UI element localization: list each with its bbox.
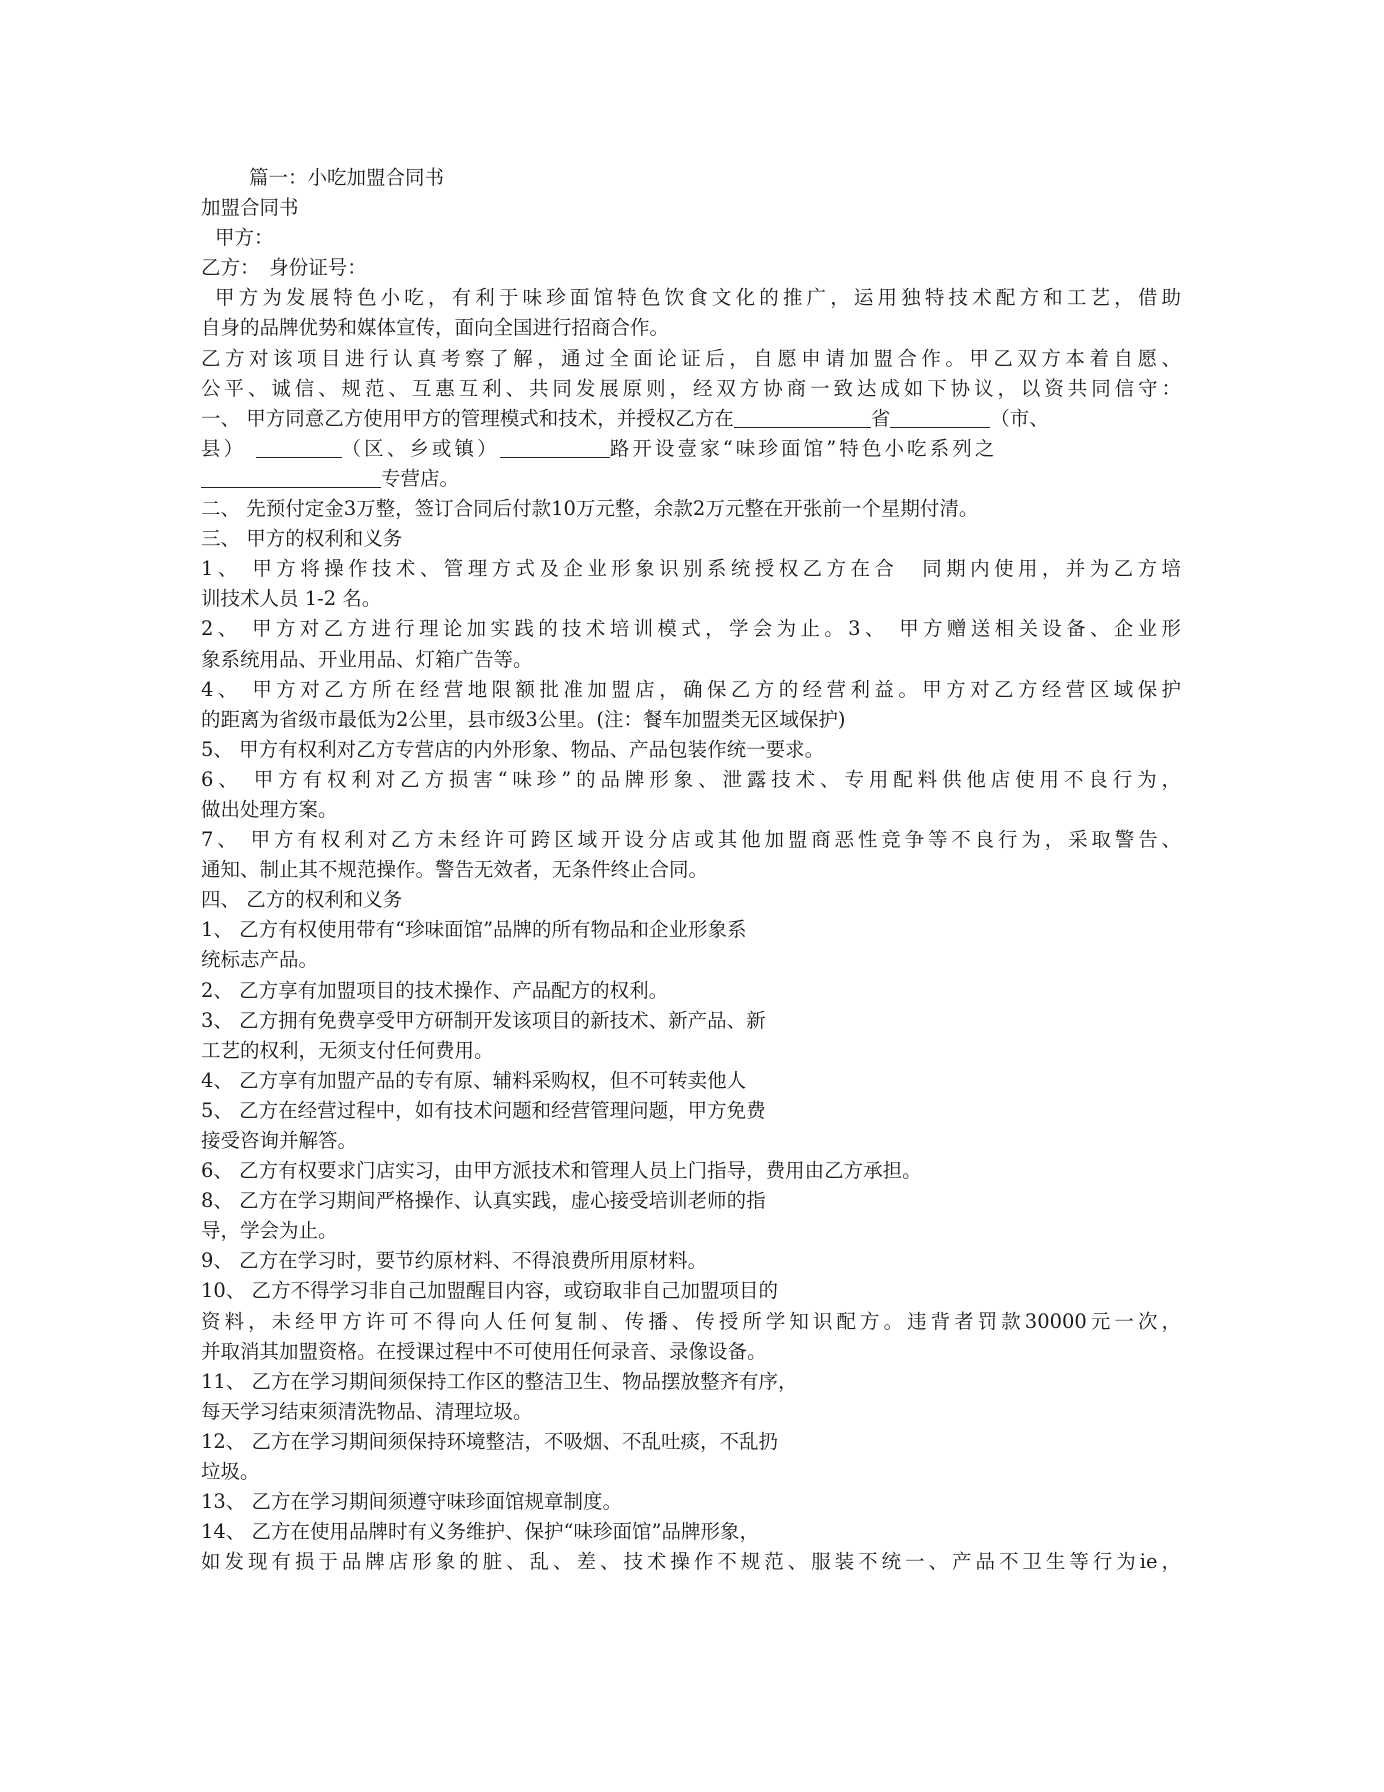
section-4-line: 10、 乙方不得学习非自己加盟醒目内容，或窃取非自己加盟项目的 (201, 1279, 779, 1303)
party-a-line: 甲方： (215, 226, 274, 250)
road-blank (500, 438, 610, 458)
section-4-line: 11、 乙方在学习期间须保持工作区的整洁卫生、物品摆放整齐有序， (201, 1369, 798, 1393)
section-4-line: 6、 乙方有权要求门店实习，由甲方派技术和管理人员上门指导，费用由乙方承担。 (201, 1159, 922, 1183)
section-4-list (201, 915, 1181, 1577)
store-type-blank (201, 468, 381, 488)
section-4-line: 3、 乙方拥有免费享受甲方研制开发该项目的新技术、新产品、新 (201, 1008, 766, 1032)
section-4-line: 接受咨询并解答。 (201, 1129, 358, 1152)
section-4-line: 统标志产品。 (201, 948, 319, 972)
section-3-line: 通知、制止其不规范操作。警告无效者，无条件终止合同。 (201, 858, 709, 882)
section-3-line: 7、 甲方有权利对乙方未经许可跨区域开设分店或其他加盟商恶性竞争等不良行为，采取警告、 (201, 828, 1181, 852)
clause-1-line-1 (201, 404, 1181, 434)
section-4-line: 5、 乙方在经营过程中，如有技术问题和经营管理问题，甲方免费 (201, 1098, 766, 1122)
contract-text (201, 163, 1181, 1577)
section-4-line: 每天学习结束须清洗物品、清理垃圾。 (201, 1399, 533, 1423)
document-title: 加盟合同书 (201, 196, 299, 220)
intro-line-2: 自身的品牌优势和媒体宣传，面向全国进行招商合作。 (201, 316, 670, 340)
section-3-title: 三、 甲方的权利和义务 (201, 527, 403, 551)
intro-line-1: 甲方为发展特色小吃，有利于味珍面馆特色饮食文化的推广，运用独特技术配方和工艺，借助 (215, 286, 1181, 310)
section-3-line: 6、 甲方有权利对乙方损害“味珍”的品牌形象、泄露技术、专用配料供他店使用不良行为， (201, 767, 1181, 791)
section-4-line: 2、 乙方享有加盟项目的技术操作、产品配方的权利。 (201, 978, 669, 1002)
intro-line-4: 公平、诚信、规范、互惠互利、共同发展原则，经双方协商一致达成如下协议，以资共同信守： (201, 376, 1181, 400)
section-3-line: 训技术人员 1-2 名。 (201, 587, 382, 611)
clause-1-text: 一、 甲方同意乙方使用甲方的管理模式和技术，并授权乙方在 (201, 406, 734, 430)
section-3-line: 象系统用品、开业用品、灯箱广告等。 (201, 647, 533, 671)
document-heading: 篇一：小吃加盟合同书 (249, 166, 445, 189)
county-label: 县） (201, 436, 247, 460)
section-4-line: 并取消其加盟资格。在授课过程中不可使用任何录音、录像设备。 (201, 1339, 767, 1363)
store-suffix: 专营店。 (381, 466, 460, 490)
district-blank (256, 438, 342, 458)
clause-1-line-3 (201, 464, 1181, 494)
section-4-line: 8、 乙方在学习期间严格操作、认真实践，虚心接受培训老师的指 (201, 1189, 766, 1213)
section-4-line: 工艺的权利，无须支付任何费用。 (201, 1038, 494, 1062)
store-name-text: 路开设壹家“味珍面馆”特色小吃系列之 (609, 436, 998, 460)
section-4-line: 14、 乙方在使用品牌时有义务维护、保护“味珍面馆”品牌形象， (201, 1520, 759, 1544)
clause-1-line-2 (201, 434, 1181, 464)
section-4-line: 如发现有损于品牌店形象的脏、乱、差、技术操作不规范、服装不统一、产品不卫生等行为ie， (201, 1550, 1181, 1574)
section-3-line: 4、 甲方对乙方所在经营地限额批准加盟店，确保乙方的经营利益。甲方对乙方经营区域保护 (201, 677, 1181, 701)
section-3-line: 的距离为省级市最低为2公里，县市级3公里。(注：餐车加盟类无区域保护) (201, 707, 846, 731)
section-4-line: 1、 乙方有权使用带有“珍味面馆”品牌的所有物品和企业形象系 (201, 918, 747, 942)
section-4-line: 9、 乙方在学习时，要节约原材料、不得浪费所用原材料。 (201, 1249, 708, 1273)
city-blank (890, 408, 990, 428)
section-3-line: 1、 甲方将操作技术、管理方式及企业形象识别系统授权乙方在合 同期内使用，并为乙方培 (201, 557, 1181, 581)
section-4-line: 13、 乙方在学习期间须遵守味珍面馆规章制度。 (201, 1490, 623, 1514)
section-4-line: 12、 乙方在学习期间须保持环境整洁，不吸烟、不乱吐痰，不乱扔 (201, 1429, 779, 1453)
city-label: （市、 (990, 406, 1049, 430)
section-4-line: 垃圾。 (201, 1460, 260, 1484)
section-3-line: 做出处理方案。 (201, 797, 338, 821)
section-4-line: 资料，未经甲方许可不得向人任何复制、传播、传授所学知识配方。违背者罚款30000元一次， (201, 1309, 1181, 1333)
intro-line-3: 乙方对该项目进行认真考察了解，通过全面论证后，自愿申请加盟合作。甲乙双方本着自愿、 (201, 346, 1181, 370)
province-label: 省 (870, 406, 891, 430)
party-b-line: 乙方： 身份证号： (201, 256, 367, 280)
section-3-list (201, 554, 1181, 885)
clause-2: 二、 先预付定金3万整，签订合同后付款10万元整，余款2万元整在开张前一个星期付清。 (201, 497, 979, 521)
section-3-line: 2、 甲方对乙方进行理论加实践的技术培训模式，学会为止。3、 甲方赠送相关设备、企业形 (201, 617, 1181, 641)
section-4-line: 4、 乙方享有加盟产品的专有原、辅料采购权，但不可转卖他人 (201, 1068, 747, 1092)
district-label: （区、乡或镇） (341, 436, 500, 460)
section-4-line: 导，学会为止。 (201, 1219, 338, 1243)
section-4-title: 四、 乙方的权利和义务 (201, 888, 403, 912)
section-3-line: 5、 甲方有权利对乙方专营店的内外形象、物品、产品包装作统一要求。 (201, 737, 825, 761)
province-blank (734, 408, 871, 428)
